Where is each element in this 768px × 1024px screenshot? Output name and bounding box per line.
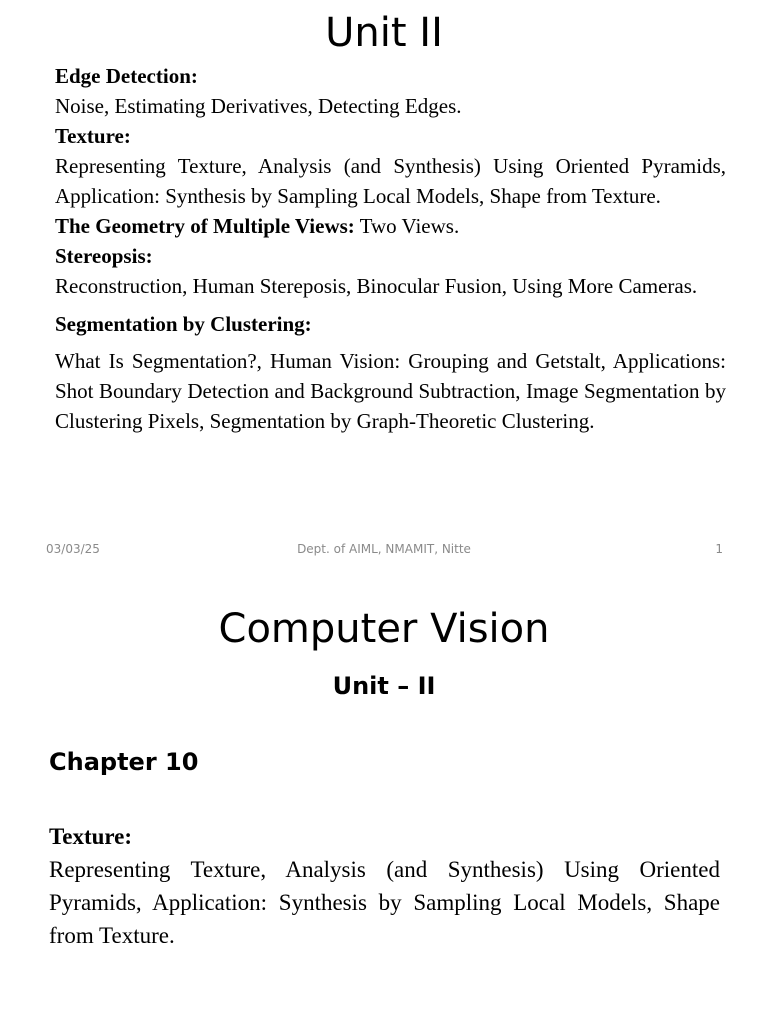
footer-department: Dept. of AIML, NMAMIT, Nitte	[297, 542, 471, 556]
section-texture-text: Representing Texture, Analysis (and Synthesis) Using Oriented Pyramids, Application: Synthesis by Sampling Local Models, Shape from Texture.	[55, 154, 726, 208]
syllabus-body	[55, 61, 726, 436]
section-stereopsis-heading: Stereopsis:	[55, 244, 153, 268]
section-geometry-heading: The Geometry of Multiple Views:	[55, 214, 355, 238]
section-stereopsis-text: Reconstruction, Human Stereposis, Binocular Fusion, Using More Cameras.	[55, 274, 698, 298]
texture-text: Representing Texture, Analysis (and Synthesis) Using Oriented Pyramids, Application: Synthesis by Sampling Local Models, Shape from Texture.	[49, 857, 720, 948]
section-geometry-multiple-views	[55, 211, 726, 241]
chapter-body	[49, 820, 720, 952]
section-segmentation-heading: Segmentation by Clustering:	[55, 312, 312, 336]
footer-date: 03/03/25	[46, 542, 100, 556]
section-edge-detection-heading: Edge Detection:	[55, 64, 198, 88]
texture-heading: Texture:	[49, 824, 133, 849]
slide-computer-vision-chapter	[0, 575, 768, 1024]
slide-title: Computer Vision	[218, 606, 550, 652]
section-segmentation-text: What Is Segmentation?, Human Vision: Grouping and Getstalt, Applications: Shot Boundary Detection and Background Subtraction, Image Segmentation by Clustering Pixels, Segmentation by Graph-Theoretic Clustering.	[55, 349, 726, 433]
section-edge-detection-text: Noise, Estimating Derivatives, Detecting Edges.	[55, 94, 462, 118]
section-geometry-text: Two Views.	[354, 214, 460, 238]
slide-subtitle: Unit – II	[332, 672, 436, 700]
chapter-heading: Chapter 10	[49, 748, 199, 776]
slide-title: Unit II	[325, 10, 443, 56]
footer-page-number: 1	[715, 542, 723, 556]
section-texture-heading: Texture:	[55, 124, 131, 148]
